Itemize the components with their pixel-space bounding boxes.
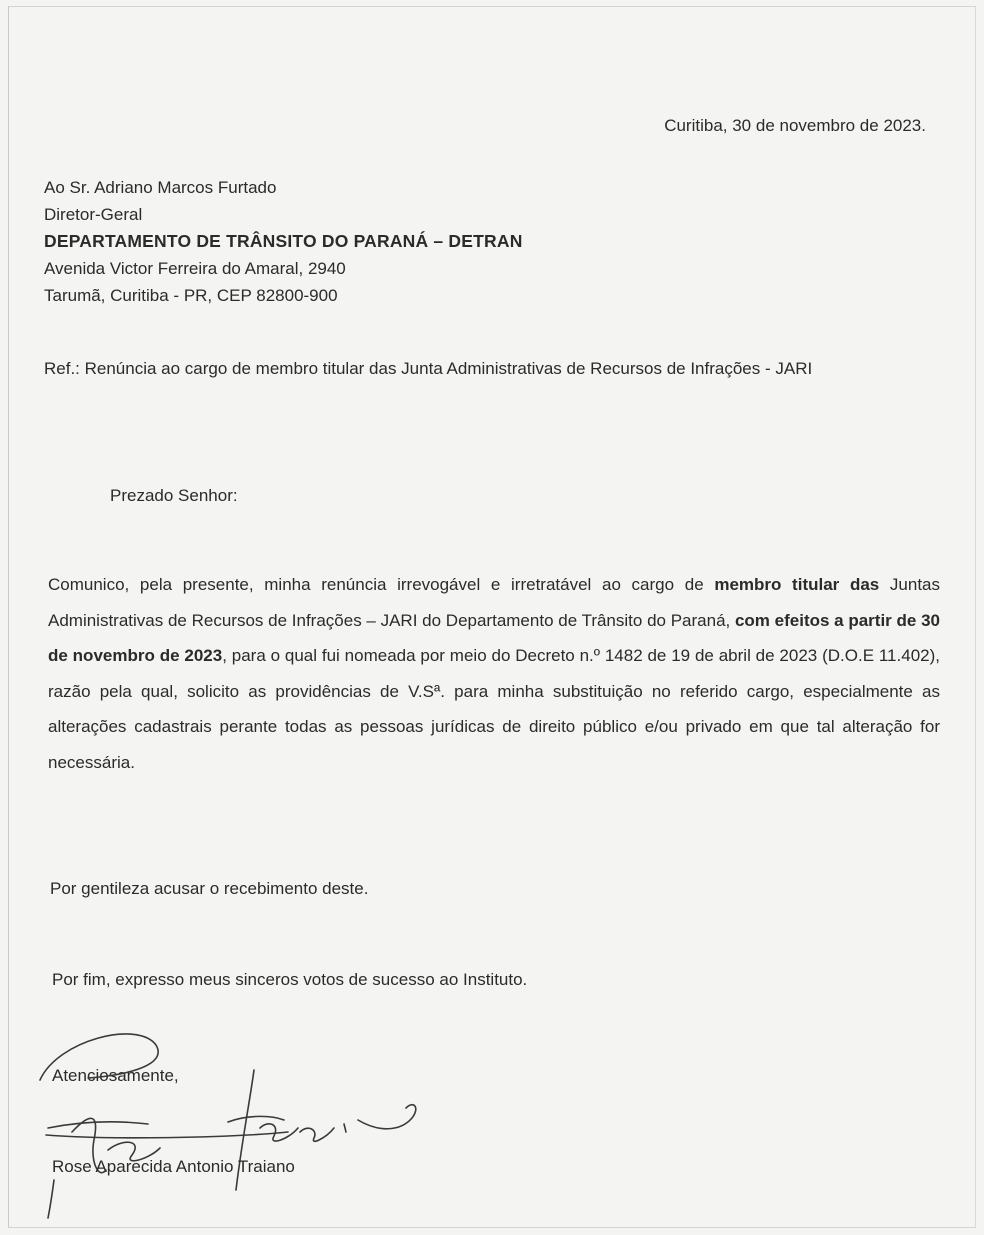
recipient-block [44, 174, 523, 309]
body-bold-2: com efeitos a partir de 30 de novembro de 2023 [48, 610, 940, 665]
recipient-title: Diretor-Geral [44, 205, 143, 224]
recipient-department: DEPARTAMENTO DE TRÂNSITO DO PARANÁ – DETRAN [44, 231, 523, 251]
closing-salutation: Atenciosamente, [52, 1066, 179, 1085]
reference-line: Ref.: Renúncia ao cargo de membro titular das Junta Administrativas de Recursos de Infrações - JARI [44, 359, 813, 378]
signer-name: Rose Aparecida Antonio Traiano [52, 1157, 295, 1176]
recipient-name: Ao Sr. Adriano Marcos Furtado [44, 178, 277, 197]
body-paragraph [48, 567, 940, 780]
body-text-2: Juntas Administrativas de Recursos de Infrações – JARI do Departamento de Trânsito do Paraná, [48, 575, 940, 630]
handwritten-signature [28, 1020, 448, 1220]
greeting: Prezado Senhor: [110, 486, 238, 505]
body-text-1: Comunico, pela presente, minha renúncia irrevogável e irretratável ao cargo de [48, 575, 715, 594]
body-text-3: , para o qual fui nomeada por meio do Decreto n.º 1482 de 19 de abril de 2023 (D.O.E 11.402), razão pela qual, solicito as providências de V.Sª. para minha substituição no referido cargo, especialmente as alterações cadastrais perante todas as pessoas jurídicas de direito público e/ou privado em que tal alteração for necessária. [48, 646, 940, 772]
body-bold-1: membro titular das [714, 575, 880, 594]
recipient-address-line2: Tarumã, Curitiba - PR, CEP 82800-900 [44, 286, 338, 305]
letter-date: Curitiba, 30 de novembro de 2023. [664, 116, 926, 135]
closing-wishes: Por fim, expresso meus sinceros votos de sucesso ao Instituto. [52, 970, 528, 989]
recipient-address-line1: Avenida Victor Ferreira do Amaral, 2940 [44, 259, 346, 278]
acknowledgement-request: Por gentileza acusar o recebimento deste. [50, 879, 369, 898]
